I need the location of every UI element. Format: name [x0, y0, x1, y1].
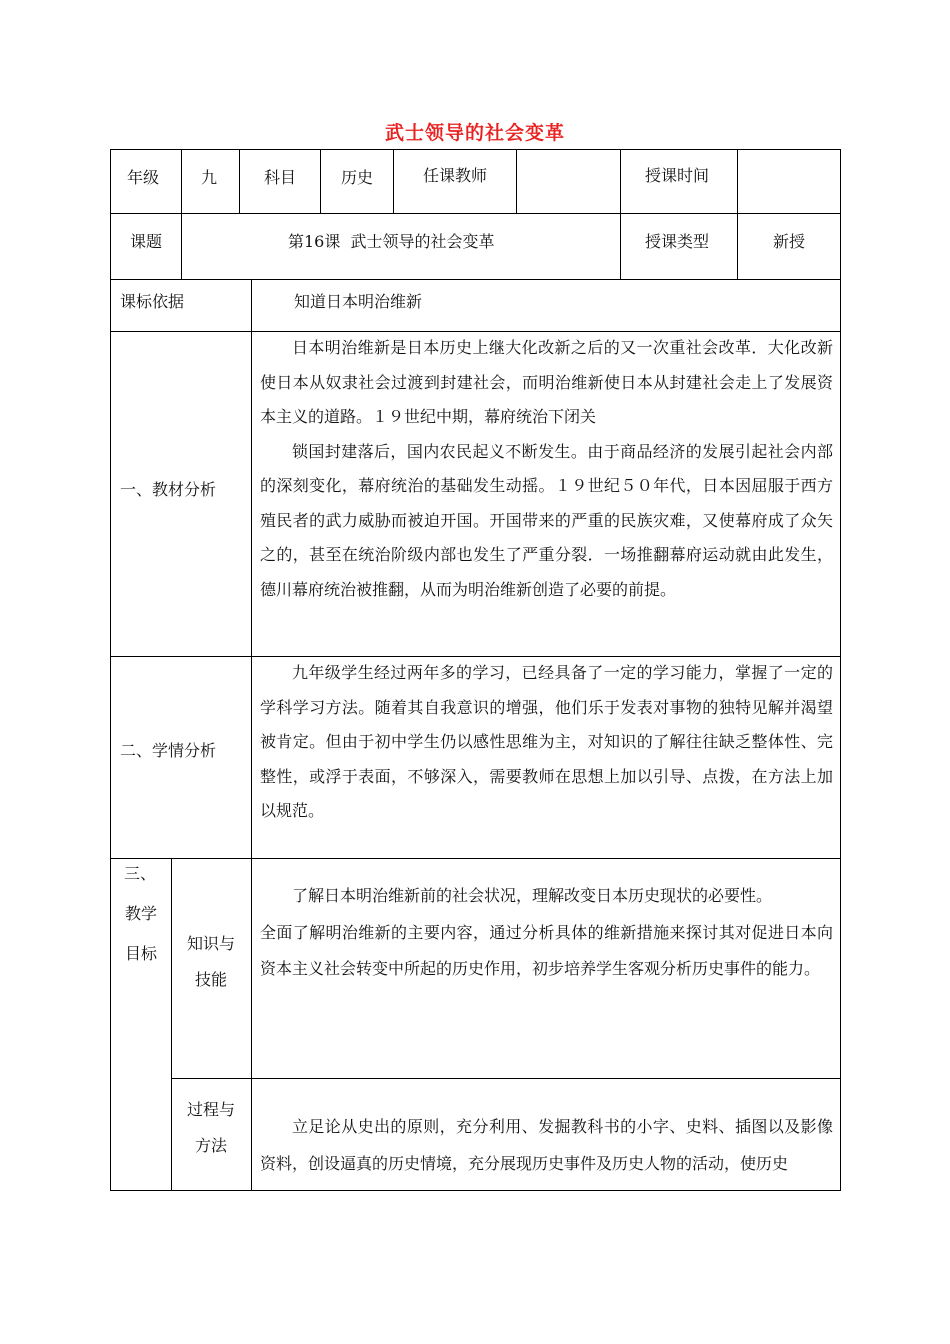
- teacher-label: 任课教师: [423, 166, 488, 185]
- student-analysis-label: 二、学情分析: [120, 741, 217, 760]
- student-analysis-text: [260, 656, 833, 829]
- lesson-type-value: 新授: [773, 232, 806, 251]
- knowledge-skills-label-line-2: 技能: [195, 970, 228, 989]
- time-label: 授课时间: [645, 166, 710, 185]
- lesson-type-label: 授课类型: [645, 232, 710, 251]
- student-analysis-paragraph: 九年级学生经过两年多的学习，已经具备了一定的学习能力，掌握了一定的学科学习方法。随着其自我意识的增强，他们乐于发表对事物的独特见解并渴望被肯定。但由于初中学生仍以感性思维为主，对知识的了解往往缺乏整体性、完整性，或浮于表面，不够深入，需要教师在思想上加以引导、点拨，在方法上加以规范。: [260, 663, 833, 820]
- textbook-analysis-label: 一、教材分析: [120, 480, 217, 499]
- topic-label: 课题: [130, 232, 163, 251]
- goals-label-line-1: 三、: [124, 864, 157, 883]
- textbook-analysis-paragraph-1: 日本明治维新是日本历史上继大化改新之后的又一次重社会改革．大化改新使日本从奴隶社会过渡到封建社会，而明治维新使日本从封建社会走上了发展资本主义的道路。１９世纪中期，幕府统治下闭关: [260, 338, 833, 426]
- textbook-analysis-text: [260, 331, 833, 607]
- process-method-paragraph: 立足论从史出的原则，充分利用、发掘教科书的小字、史料、插图以及影像资料，创设逼真的历史情境，充分展现历史事件及历史人物的活动，使历史: [260, 1117, 833, 1173]
- subject-value: 历史: [341, 168, 374, 187]
- knowledge-skills-paragraph-1: 了解日本明治维新前的社会状况，理解改变日本历史现状的必要性。: [292, 886, 773, 905]
- knowledge-skills-label-line-1: 知识与: [187, 934, 236, 953]
- knowledge-skills-paragraph-2: 全面了解明治维新的主要内容，通过分析具体的维新措施来探讨其对促进日本向资本主义社会转变中所起的历史作用，初步培养学生客观分析历史事件的能力。: [260, 922, 833, 978]
- process-method-text: [260, 1108, 833, 1182]
- standard-label: 课标依据: [120, 292, 185, 311]
- process-method-label-line-1: 过程与: [187, 1100, 236, 1119]
- textbook-analysis-paragraph-2: 锁国封建落后，国内农民起义不断发生。由于商品经济的发展引起社会内部的深刻变化，幕府统治的基础发生动摇。１９世纪５０年代，日本因屈服于西方殖民者的武力威胁而被迫开国。开国带来的严重的民族灾难，又使幕府成了众矢之的，甚至在统治阶级内部也发生了严重分裂．一场推翻幕府运动就由此发生，德川幕府统治被推翻，从而为明治维新创造了必要的前提。: [260, 441, 833, 599]
- standard-value: 知道日本明治维新: [294, 292, 423, 311]
- knowledge-skills-text: [260, 878, 833, 988]
- grade-value: 九: [201, 168, 218, 187]
- process-method-label-line-2: 方法: [195, 1136, 228, 1155]
- goals-label-line-3: 目标: [125, 944, 158, 963]
- goals-label-line-2: 教学: [125, 904, 158, 923]
- topic-value: 第16课 武士领导的社会变革: [288, 232, 495, 251]
- subject-label: 科目: [264, 168, 297, 187]
- grade-label: 年级: [127, 168, 160, 187]
- page-title: 武士领导的社会变革: [384, 122, 565, 144]
